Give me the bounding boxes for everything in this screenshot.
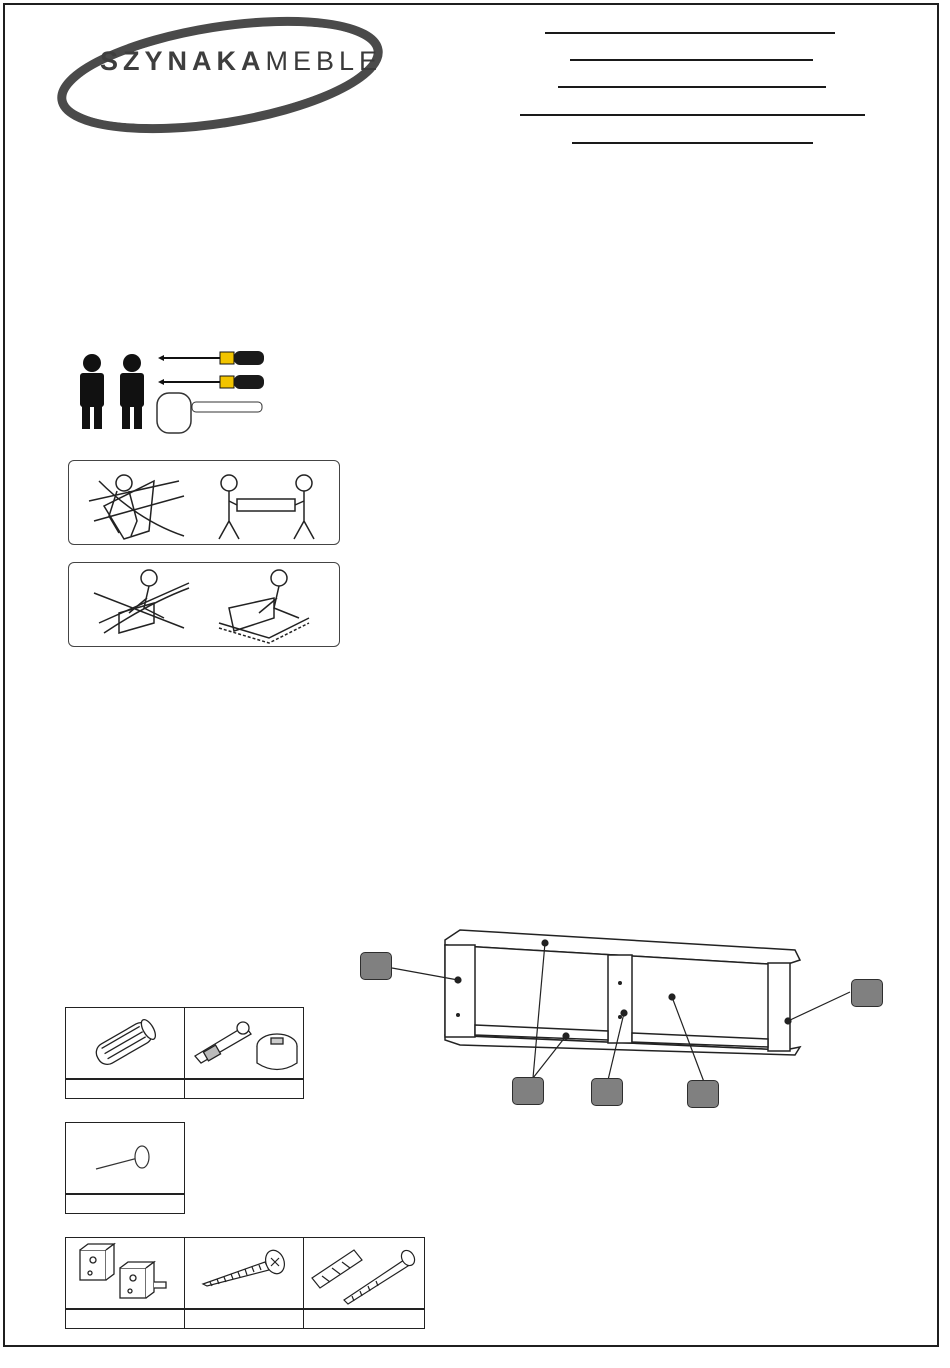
part-marker-back-panel xyxy=(687,1080,719,1108)
part-marker-divider xyxy=(591,1078,623,1106)
hardware-dowel xyxy=(65,1007,185,1079)
hardware-wall-plug xyxy=(303,1237,425,1309)
hardware-cam-lock-label xyxy=(184,1079,304,1099)
hardware-wood-screw xyxy=(184,1237,304,1309)
brand-name-light: MEBLE xyxy=(265,46,383,76)
brand-name xyxy=(100,46,382,77)
hardware-nail-label xyxy=(65,1194,185,1214)
title-line-2 xyxy=(570,59,813,61)
tools-required xyxy=(72,345,272,435)
wall-hanger-bracket-icon xyxy=(66,1238,184,1308)
cam-lock-connector-icon xyxy=(185,1008,303,1078)
hardware-hanger xyxy=(65,1237,185,1309)
hardware-wood-screw-label xyxy=(184,1309,304,1329)
hardware-cam-lock xyxy=(184,1007,304,1079)
wooden-dowel-icon xyxy=(66,1008,184,1078)
soft-surface-icon xyxy=(69,563,341,648)
hardware-hanger-label xyxy=(65,1309,185,1329)
part-marker-side-right xyxy=(851,979,883,1007)
part-marker-side-left xyxy=(360,952,392,980)
wood-screw-icon xyxy=(185,1238,303,1308)
hardware-dowel-label xyxy=(65,1079,185,1099)
safety-panel-surface xyxy=(68,562,340,647)
part-marker-top-bottom xyxy=(512,1077,544,1105)
safety-panel-lifting xyxy=(68,460,340,545)
title-line-5 xyxy=(572,142,813,144)
flat-screwdriver-icon xyxy=(158,351,264,365)
wall-plug-screw-icon xyxy=(304,1238,424,1308)
title-line-4 xyxy=(520,114,865,116)
brand-name-bold: SZYNAKA xyxy=(100,46,266,76)
two-people-icon xyxy=(80,354,144,429)
nail-icon xyxy=(66,1123,184,1193)
rubber-mallet-icon xyxy=(157,393,262,433)
lift-together-icon xyxy=(69,461,341,546)
phillips-screwdriver-icon xyxy=(158,375,264,389)
title-line-3 xyxy=(558,86,826,88)
hardware-wall-plug-label xyxy=(303,1309,425,1329)
hardware-nail xyxy=(65,1122,185,1194)
title-line-1 xyxy=(545,32,835,34)
